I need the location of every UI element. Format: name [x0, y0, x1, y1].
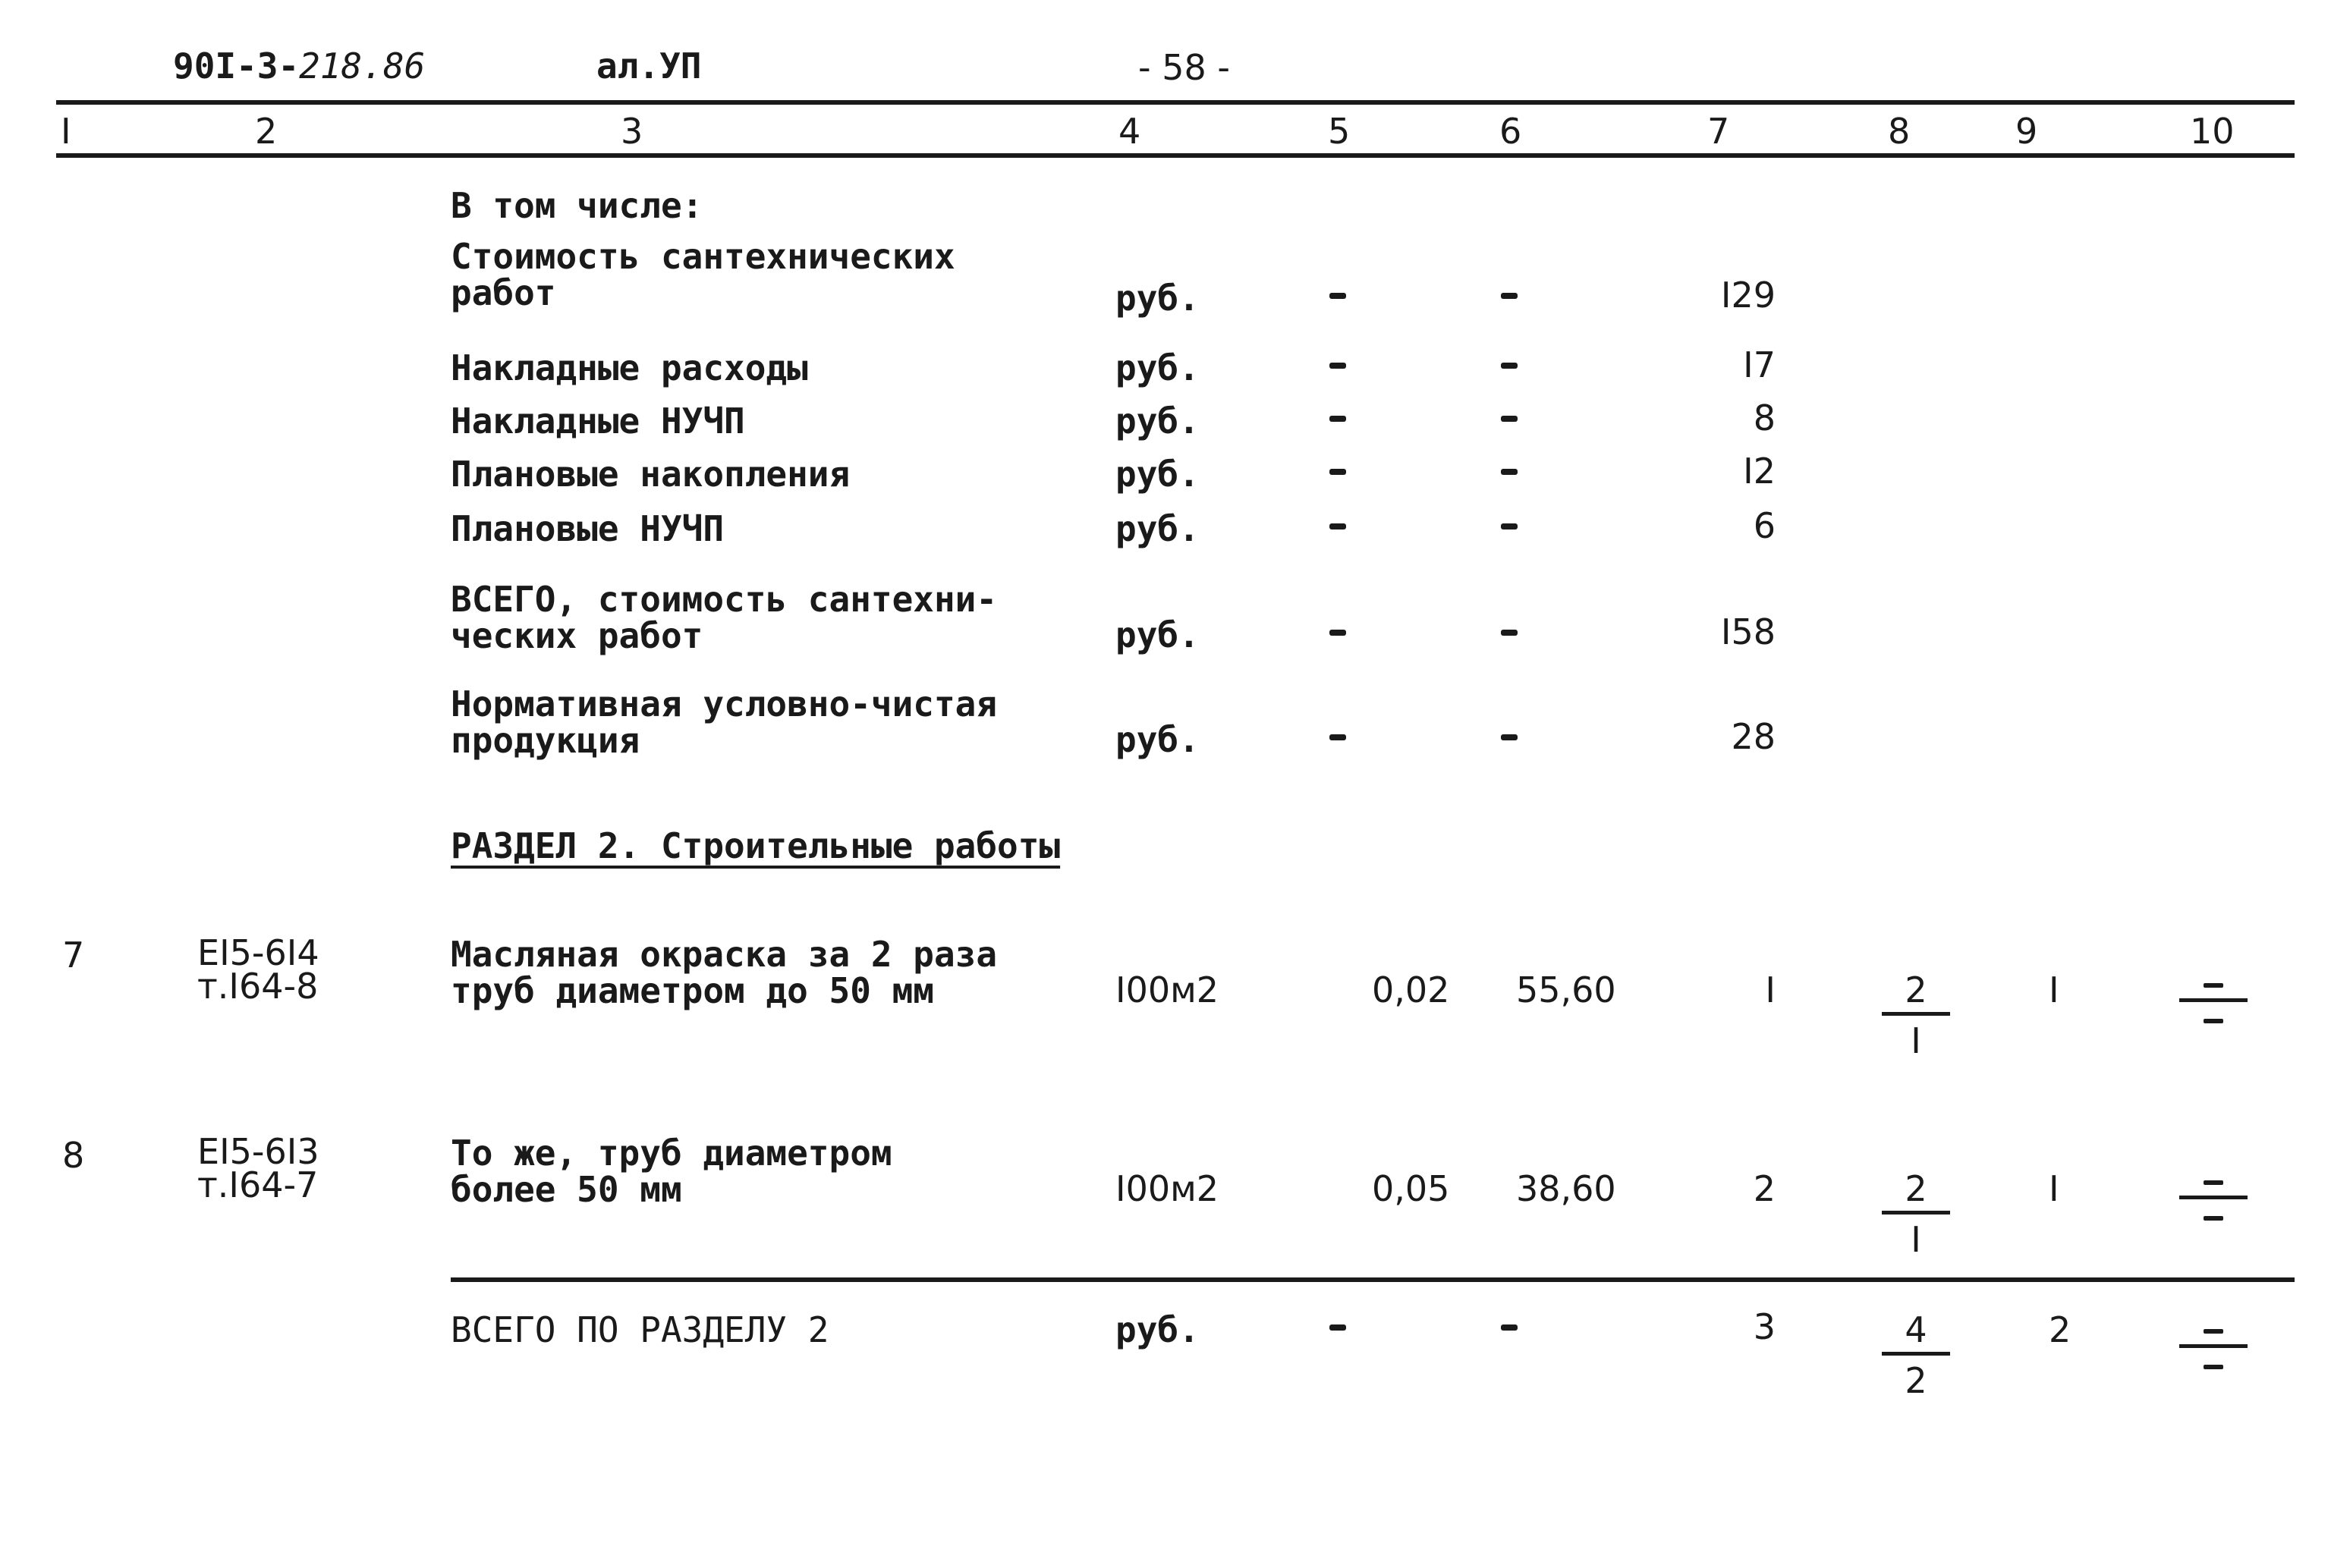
cost-row-unit: руб. [1115, 508, 1200, 549]
fraction-numerator: 2 [1905, 1168, 1927, 1209]
work-row-total: 2 [1753, 1168, 1776, 1209]
section-total-dash-6 [1501, 1324, 1518, 1331]
header-bottom-rule [56, 153, 2295, 158]
cost-row-dash-6 [1501, 630, 1518, 636]
col-header-3: 3 [621, 111, 643, 152]
dash-mark [2204, 1180, 2223, 1185]
header-top-rule [56, 100, 2295, 105]
cost-row-name: Накладные расходы [451, 347, 808, 388]
document-code-printed: 90I-3- [173, 46, 300, 86]
fraction-numerator: 2 [1905, 969, 1927, 1010]
col-header-6: 6 [1499, 111, 1522, 152]
work-row-number: 8 [62, 1135, 85, 1176]
including-label: В том числе: [451, 185, 703, 226]
section-total-rule [451, 1277, 2295, 1282]
cost-row-unit: руб. [1115, 278, 1200, 319]
section-total-unit: руб. [1115, 1309, 1200, 1350]
cost-row-value: I58 [1720, 611, 1776, 652]
col-header-5: 5 [1328, 111, 1351, 152]
cost-row-unit: руб. [1115, 614, 1200, 655]
album-label: ал.УП [596, 46, 702, 86]
work-row-col8-fraction [1882, 1168, 1950, 1260]
fraction-denominator: I [1911, 1219, 1921, 1260]
work-row-price: 55,60 [1516, 969, 1616, 1010]
fraction-numerator: 4 [1905, 1309, 1927, 1350]
work-row-col10-empty-fraction [2179, 1180, 2248, 1221]
cost-row-unit: руб. [1115, 719, 1200, 760]
dash-mark [2204, 1329, 2223, 1334]
fraction-bar [1882, 1211, 1950, 1214]
work-row-code: EI5-6I3 т.I64-7 [197, 1131, 319, 1205]
cost-row-unit: руб. [1115, 401, 1200, 441]
cost-row-value: I29 [1720, 275, 1776, 316]
section-total-value: 3 [1753, 1306, 1776, 1347]
cost-row-dash-6 [1501, 363, 1518, 369]
work-row-col9: I [2049, 969, 2059, 1010]
cost-row-name: ВСЕГО, стоимость сантехни- ческих работ [451, 579, 998, 656]
col-header-2: 2 [255, 111, 278, 152]
cost-row-dash-5 [1329, 469, 1346, 475]
cost-row-value: 6 [1753, 505, 1776, 546]
document-code-handwritten: 218.86 [299, 46, 426, 86]
cost-row-dash-5 [1329, 523, 1346, 529]
page-number: - 58 - [1138, 47, 1230, 88]
work-row-col9: I [2049, 1168, 2059, 1209]
work-row-unit: I00м2 [1115, 1168, 1219, 1209]
col-header-7: 7 [1707, 111, 1730, 152]
fraction-bar [2179, 1344, 2248, 1348]
cost-row-dash-5 [1329, 734, 1346, 740]
col-header-8: 8 [1888, 111, 1911, 152]
cost-row-dash-5 [1329, 293, 1346, 299]
cost-row-name: Накладные НУЧП [451, 401, 745, 441]
dash-mark [2204, 983, 2223, 988]
col-header-1: I [61, 111, 71, 152]
cost-row-dash-6 [1501, 734, 1518, 740]
fraction-bar [2179, 1196, 2248, 1199]
cost-row-name: Стоимость сантехнических работ [451, 236, 955, 313]
cost-row-dash-5 [1329, 416, 1346, 422]
col-header-4: 4 [1118, 111, 1141, 152]
work-row-name: Масляная окраска за 2 раза труб диаметром до 50 мм [451, 934, 998, 1011]
dash-mark [2204, 1365, 2223, 1369]
work-row-number: 7 [62, 935, 85, 976]
work-row-code: EI5-6I4 т.I64-8 [197, 932, 319, 1007]
cost-row-unit: руб. [1115, 454, 1200, 495]
fraction-bar [2179, 998, 2248, 1002]
cost-row-dash-6 [1501, 416, 1518, 422]
work-row-total: I [1765, 969, 1776, 1010]
cost-row-name: Плановые накопления [451, 454, 851, 495]
cost-row-name: Плановые НУЧП [451, 508, 725, 549]
cost-row-value: 8 [1753, 397, 1776, 438]
work-row-col10-empty-fraction [2179, 983, 2248, 1023]
work-row-col8-fraction [1882, 969, 1950, 1061]
col-header-10: 10 [2190, 111, 2235, 152]
dash-mark [2204, 1216, 2223, 1221]
cost-row-unit: руб. [1115, 347, 1200, 388]
section-total-label: ВСЕГО ПО РАЗДЕЛУ 2 [451, 1309, 829, 1350]
cost-row-dash-6 [1501, 523, 1518, 529]
section-total-col10-empty-fraction [2179, 1329, 2248, 1369]
cost-row-dash-6 [1501, 293, 1518, 299]
cost-row-value: 28 [1731, 716, 1776, 757]
fraction-bar [1882, 1352, 1950, 1356]
cost-row-dash-5 [1329, 630, 1346, 636]
section-title: РАЗДЕЛ 2. Строительные работы [451, 825, 1061, 866]
col-header-9: 9 [2015, 111, 2038, 152]
document-code [173, 46, 426, 86]
work-row-unit: I00м2 [1115, 969, 1219, 1010]
cost-row-name: Нормативная условно-чистая продукция [451, 683, 998, 761]
fraction-denominator: I [1911, 1020, 1921, 1061]
work-row-price: 38,60 [1516, 1168, 1616, 1209]
fraction-denominator: 2 [1905, 1360, 1927, 1401]
dash-mark [2204, 1019, 2223, 1023]
cost-row-dash-5 [1329, 363, 1346, 369]
section-total-col9: 2 [2049, 1309, 2071, 1350]
section-total-dash-5 [1329, 1324, 1346, 1331]
work-row-quantity: 0,02 [1372, 969, 1450, 1010]
section-total-col8-fraction [1882, 1309, 1950, 1401]
work-row-quantity: 0,05 [1372, 1168, 1450, 1209]
fraction-bar [1882, 1012, 1950, 1016]
cost-row-value: I7 [1743, 344, 1776, 385]
cost-row-dash-6 [1501, 469, 1518, 475]
work-row-name: То же, труб диаметром более 50 мм [451, 1133, 892, 1210]
cost-row-value: I2 [1743, 451, 1776, 492]
